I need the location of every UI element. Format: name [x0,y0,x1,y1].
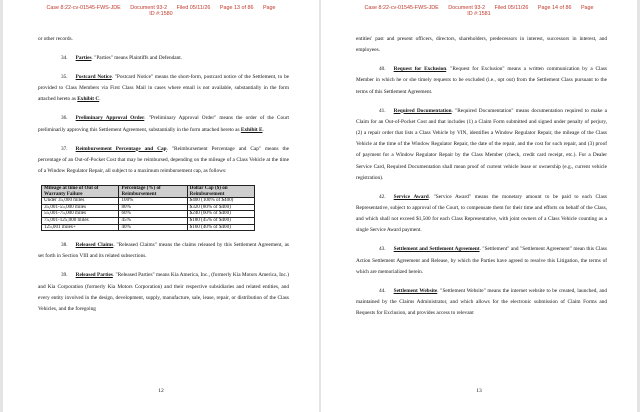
table-header-row [42,186,255,198]
paragraph-44: 44. Settlement Website. "Settlement Website" means the internet website to be created, launched, and maintained by the Claims Administrator, and which allows for the electronic submission of Claim Forms and Requests for Exclusion, and provides access to relevant [356,287,607,317]
continuation-text: entities' past and present officers, directors, shareholders, predecessors in interest, successors in interest, and employees. [356,36,607,54]
column-header: Mileage at time of Out of Warranty Failure [42,186,119,198]
defined-term: Required Documentation [393,107,452,114]
page-body [356,34,607,327]
paragraph-34: 34. Parties. "Parties" means Plaintiffs and Defendant. [61,55,183,61]
header-page-label: Page [262,5,276,11]
defined-term: Parties [75,55,92,61]
header-document: Document 93-2 [130,5,168,11]
defined-term: Service Award [393,193,429,200]
exhibit-reference: Exhibit E [240,126,263,133]
header-case-number: Case 8:22-cv-01545-FWS-JDE [364,5,439,11]
page-number: 12 [158,388,164,394]
table-cell: 55,001-75,000 miles [42,211,119,218]
table-cell: $240 (60% of $400) [187,211,254,218]
table-cell: Under 35,000 miles [42,198,119,205]
header-page-of: Page 14 of 86 [537,5,572,11]
header-document: Document 93-2 [448,5,486,11]
table-cell: 80% [119,204,187,211]
table-cell: 100% [119,198,187,205]
page-number: 13 [476,388,482,394]
header-case-number: Case 8:22-cv-01545-FWS-JDE [46,5,121,11]
paragraph-40: 40. Request for Exclusion. "Request for Exclusion" means a written communication by a Class Member in which he or she timely requests to be excluded (i.e., opt out) from the Settlement Class pursuant to the terms of this Settlement Agreement. [356,66,607,95]
table-cell: $320 (80% of $400) [187,204,254,211]
exhibit-reference: Exhibit C [77,96,100,103]
header-page-label: Page [580,5,594,11]
table-row [42,224,255,231]
table-cell: 45% [119,217,187,224]
header-id: ID #:1581 [467,11,491,18]
paragraph-39: 39. Released Parties. "Released Parties" means Kia America, Inc., (formerly Kia Motors America, Inc.) and Kia Corporation (formerly Kia Motors Corporation) and their respective subsidiaries and related entities, and every entity involved in the design, development, supply, manufacture, sale, lease, repair, or distribution of the Class Vehicles, and the foregoing [38,272,289,312]
column-header: Dollar Cap ($) on Reimbursement [187,186,254,198]
header-filed-date: Filed 05/11/26 [494,5,529,11]
document-page-left [3,0,319,412]
defined-term: Preliminary Approval Order [75,115,145,122]
defined-term: Released Parties [75,272,113,279]
header-page-of: Page 13 of 86 [219,5,254,11]
paragraph-36: 36. Preliminary Approval Order. "Preliminary Approval Order" means the order of the Court preliminarily approving this Settlement Agreement, substantially in the form attached hereto as Exhibit E. [38,115,289,133]
header-filed-date: Filed 05/11/26 [176,5,211,11]
defined-term: Settlement and Settlement Agreement [393,246,480,253]
table-cell: 35,001-55,000 miles [42,204,119,211]
defined-term: Request for Exclusion [393,66,447,73]
paragraph-41: 41. Required Documentation. "Required Documentation" means documentation required to make a Claim for an Out-of-Pocket Cost and that includes (1) a Claim Form submitted and signed under penalty of perjury, (2) a repair order that lists a Class Vehicle by VIN, identifies a Window Regulator Repair, the mileage of the Class Vehicle at the time of the Window Regulator Repair, the date of the repair, and the cost for such repair, and (3) proof of payment for a Window Regulator Repair by the Class Member (check, credit card receipt, etc.). For a Dealer Service Card, Required Documentation shall mean proof of current vehicle lease or ownership (e.g., current vehicle registration). [356,107,607,181]
defined-term: Postcard Notice [75,74,112,80]
header-id: ID #:1580 [149,11,173,18]
table-cell: 40% [119,224,187,231]
paragraph-43: 43. Settlement and Settlement Agreement. "Settlement" and "Settlement Agreement" mean this Class Action Settlement Agreement and Release, by which the Parties have agreed to resolve this Litigation, the terms of which are memorialized herein. [356,246,607,275]
reimbursement-table [41,185,255,231]
table-cell: $400 (100% of $400) [187,198,254,205]
table-cell: $180 (45% of $400) [187,217,254,224]
document-page-right [321,0,637,412]
defined-term: Settlement Website [393,287,438,294]
defined-term: Released Claims [75,242,114,249]
table-cell: 125,001 miles+ [42,224,119,231]
paragraph-38: 38. Released Claims. "Released Claims" means the claims released by this Settlement Agreement, as set forth in Section VIII and its related subsections. [38,242,289,260]
page-body [38,34,289,323]
page-header [3,5,319,18]
paragraph-37: 37. Reimbursement Percentage and Cap. "Reimbursement Percentage and Cap" means the percentage of an Out-of-Pocket Cost that may be reimbursed, depending on the mileage of a Class Vehicle at the time of a Window Regulator Repair, all subject to a maximum reimbursement cap, as follows: [38,145,289,175]
defined-term: Reimbursement Percentage and Cap [75,145,167,152]
paragraph-35: 35. Postcard Notice. "Postcard Notice" means the short-form, postcard notice of the Settlement, to be provided to Class Members via First Class Mail in cases where email is not available, substantially in the form attached hereto as Exhibit C. [38,74,289,103]
table-cell: 75,001-125,000 miles [42,217,119,224]
column-header: Percentage (%) of Reimbursement [119,186,187,198]
page-header [321,5,637,18]
table-cell: $160 (40% of $400) [187,224,254,231]
continuation-text: or other records. [38,36,73,42]
paragraph-42: 42. Service Award. "Service Award" means the monetary amount to be paid to each Class Representative, subject to approval of the Court, to compensate them for their time and efforts on behalf of the Class, and which shall not exceed $1,500 for each Class Representative, with joint owners of a Class Vehicle counting as a single Service Award payment. [356,193,607,234]
table-cell: 60% [119,211,187,218]
